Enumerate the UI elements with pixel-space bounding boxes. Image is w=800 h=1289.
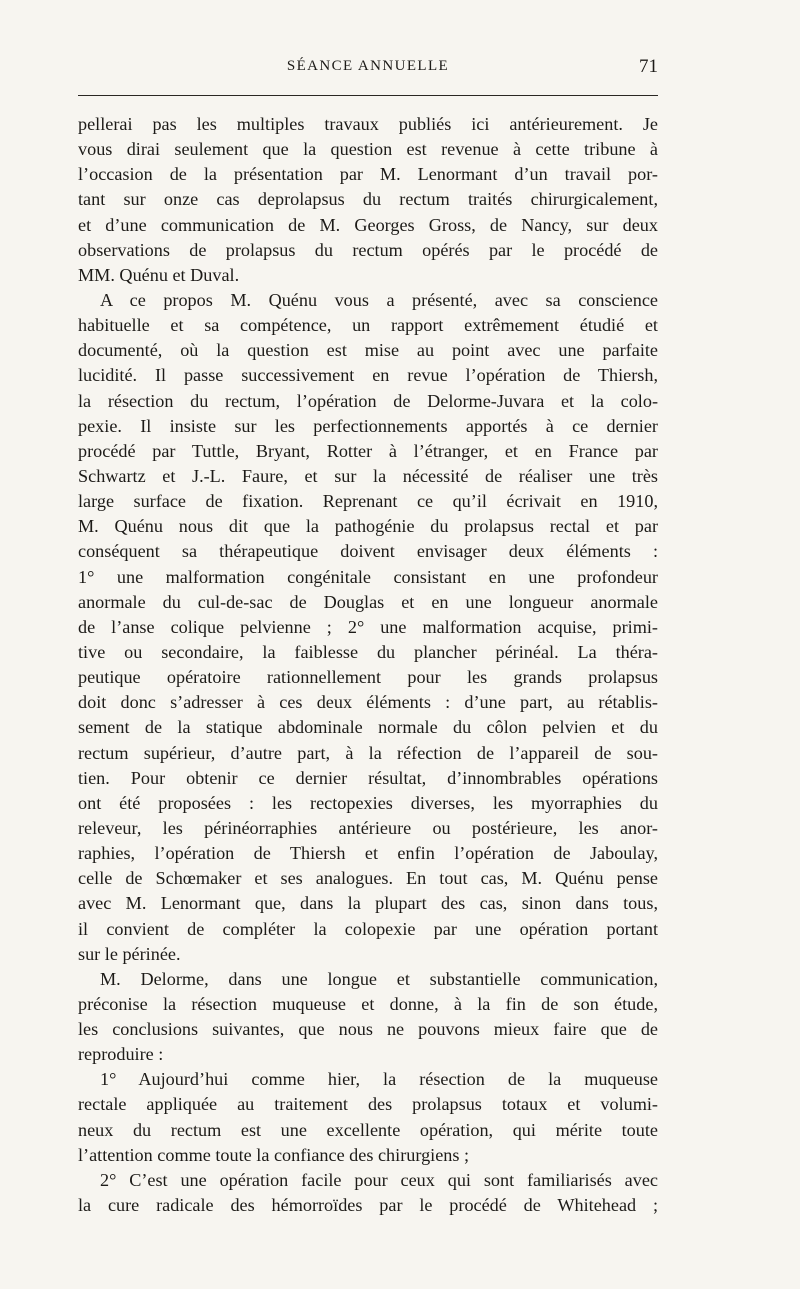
text-line: avec M. Lenormant que, dans la plupart des cas, sinon dans tous, [78, 893, 658, 914]
text-line: tien. Pour obtenir ce dernier résultat, d’innombrables opérations [78, 767, 658, 788]
page-number: 71 [639, 56, 658, 77]
text-line: l’occasion de la présentation par M. Lenormant d’un travail por- [78, 164, 658, 185]
text-line: sement de la statique abdominale normale du côlon pelvien et du [78, 717, 658, 738]
text-line: lucidité. Il passe successivement en revue l’opération de Thiersh, [78, 365, 658, 386]
text-line: la cure radicale des hémorroïdes par le procédé de Whitehead ; [78, 1195, 658, 1216]
text-line: Schwartz et J.-L. Faure, et sur la nécessité de réaliser une très [78, 465, 658, 486]
text-line: habituelle et sa compétence, un rapport extrêmement étudié et [78, 315, 658, 336]
text-line: l’attention comme toute la confiance des chirurgiens ; [78, 1144, 470, 1165]
text-line: la résection du rectum, l’opération de Delorme-Juvara et la colo- [78, 390, 658, 411]
body-text [78, 112, 658, 1218]
text-line: releveur, les périnéorraphies antérieure ou postérieure, les anor- [78, 817, 658, 838]
text-line: tive ou secondaire, la faiblesse du plancher périnéal. La théra- [78, 641, 658, 662]
text-line: pexie. Il insiste sur les perfectionnements apportés à ce dernier [78, 415, 658, 436]
text-line: ont été proposées : les rectopexies diverses, les myorraphies du [78, 792, 658, 813]
header-rule [78, 95, 658, 96]
text-line: sur le périnée. [78, 943, 181, 964]
text-line: celle de Schœmaker et ses analogues. En tout cas, M. Quénu pense [78, 868, 658, 889]
text-line: rectale appliquée au traitement des prolapsus totaux et volumi- [78, 1094, 658, 1115]
running-title: SÉANCE ANNUELLE [286, 58, 450, 74]
text-line: MM. Quénu et Duval. [78, 264, 240, 285]
text-line: A ce propos M. Quénu vous a présenté, avec sa conscience [100, 289, 658, 310]
text-line: raphies, l’opération de Thiersh et enfin l’opération de Jaboulay, [78, 843, 658, 864]
text-line: pellerai pas les multiples travaux publiés ici antérieurement. Je [78, 114, 658, 134]
text-line: conséquent sa thérapeutique doivent envisager deux éléments : [78, 541, 658, 562]
text-line: M. Delorme, dans une longue et substantielle communication, [100, 968, 658, 989]
text-line: rectum supérieur, d’autre part, à la réfection de l’appareil de sou- [78, 742, 658, 763]
text-line: peutique opératoire rationnellement pour les grands prolapsus [78, 667, 658, 688]
text-line: reproduire : [78, 1044, 164, 1065]
text-line: procédé par Tuttle, Bryant, Rotter à l’étranger, et en France par [78, 440, 658, 461]
running-header [78, 56, 658, 80]
text-line: 2° C’est une opération facile pour ceux qui sont familiarisés avec [100, 1169, 658, 1190]
text-line: observations de prolapsus du rectum opérés par le procédé de [78, 239, 658, 260]
text-line: les conclusions suivantes, que nous ne pouvons mieux faire que de [78, 1019, 658, 1040]
text-line: de l’anse colique pelvienne ; 2° une malformation acquise, primi- [78, 616, 658, 637]
text-line: 1° une malformation congénitale consistant en une profondeur [78, 566, 658, 587]
text-line: 1° Aujourd’hui comme hier, la résection de la muqueuse [100, 1069, 658, 1090]
text-line: anormale du cul-de-sac de Douglas et en une longueur anormale [78, 591, 658, 612]
text-line: vous dirai seulement que la question est revenue à cette tribune à [78, 139, 658, 160]
text-line: préconise la résection muqueuse et donne, à la fin de son étude, [78, 993, 658, 1014]
text-line: il convient de compléter la colopexie par une opération portant [78, 918, 658, 939]
text-line: documenté, où la question est mise au point avec une parfaite [78, 340, 658, 361]
text-line: doit donc s’adresser à ces deux éléments : d’une part, au rétablis- [78, 692, 658, 713]
text-line: large surface de fixation. Reprenant ce qu’il écrivait en 1910, [78, 491, 658, 512]
text-line: et d’une communication de M. Georges Gross, de Nancy, sur deux [78, 214, 658, 235]
text-line: tant sur onze cas deprolapsus du rectum traités chirurgicalement, [78, 189, 658, 210]
text-line: M. Quénu nous dit que la pathogénie du prolapsus rectal et par [78, 516, 658, 537]
text-line: neux du rectum est une excellente opération, qui mérite toute [78, 1119, 658, 1140]
